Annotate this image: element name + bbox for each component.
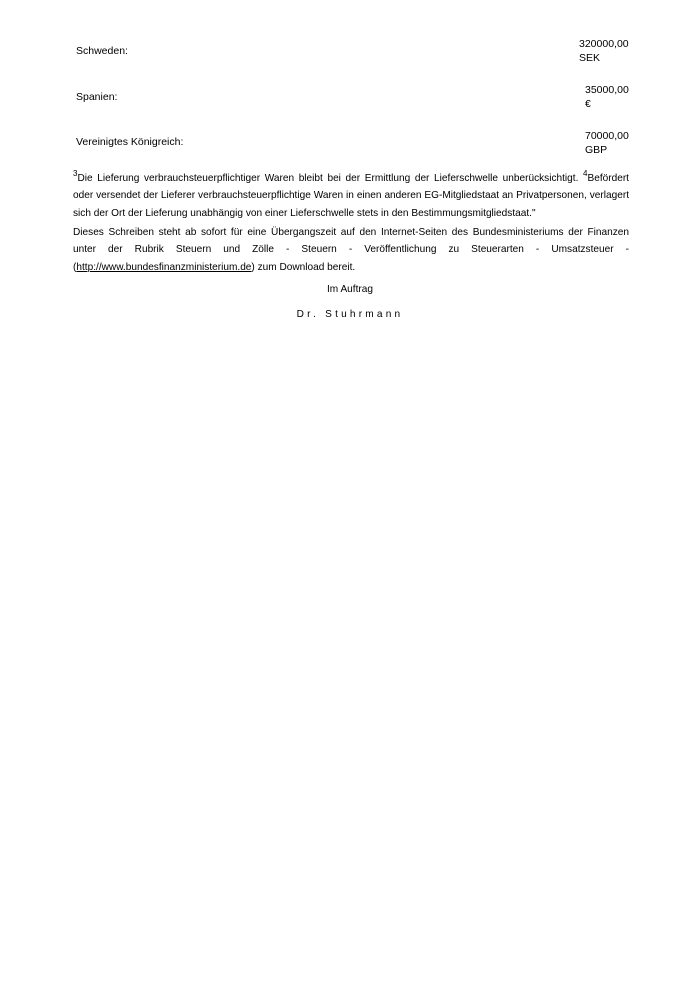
paragraph-text: Befördert oder versendet der Lieferer verbrauchsteuerpflichtige Waren in einen anderen EG-Mitgliedstaat an Privatpersonen, verlagert sich der Ort der Lieferung unabhängig von einer Lieferschwelle stets in den Bestimmungsmitgliedstaat." bbox=[73, 173, 629, 219]
ministry-website-link[interactable]: http://www.bundesfinanzministerium.de bbox=[76, 261, 252, 273]
paragraph-text: Dieses Schreiben steht ab sofort für eine Übergangszeit auf den Internet-Seiten des Bundesministeriums der Finanzen unter der Rubrik Steuern und Zölle - Steuern - Veröffentlichung zu Steuerarten - Umsatzsteuer - ( bbox=[73, 227, 629, 273]
amount-value: 70000,00 bbox=[585, 130, 629, 142]
amount-value: 320000,00 bbox=[579, 38, 629, 50]
amount-value: 35000,00 bbox=[585, 84, 629, 96]
sentence-number: 4 bbox=[583, 168, 588, 178]
paragraph-text: ) zum Download bereit. bbox=[251, 261, 356, 273]
country-label: Schweden: bbox=[76, 45, 128, 57]
download-paragraph bbox=[73, 224, 629, 276]
signature-text: Dr. Stuhrmann bbox=[296, 309, 404, 320]
country-label: Vereinigtes Königreich: bbox=[76, 136, 184, 148]
im-auftrag-label: Im Auftrag bbox=[326, 284, 373, 295]
paragraph-text: Die Lieferung verbrauchsteuerpflichtiger Waren bleibt bei der Ermittlung der Lieferschwelle unberücksichtigt. bbox=[77, 173, 584, 184]
country-label: Spanien: bbox=[76, 91, 118, 103]
threshold-row-spanien bbox=[0, 82, 700, 116]
signature-name bbox=[0, 308, 700, 322]
currency-value: SEK bbox=[579, 52, 601, 64]
sentence-number: 3 bbox=[73, 168, 78, 178]
currency-value: GBP bbox=[585, 144, 608, 156]
threshold-row-vereinigtes-koenigreich bbox=[0, 128, 700, 162]
threshold-row-schweden bbox=[0, 36, 700, 70]
excise-paragraph bbox=[73, 170, 629, 222]
currency-value: € bbox=[585, 98, 591, 110]
